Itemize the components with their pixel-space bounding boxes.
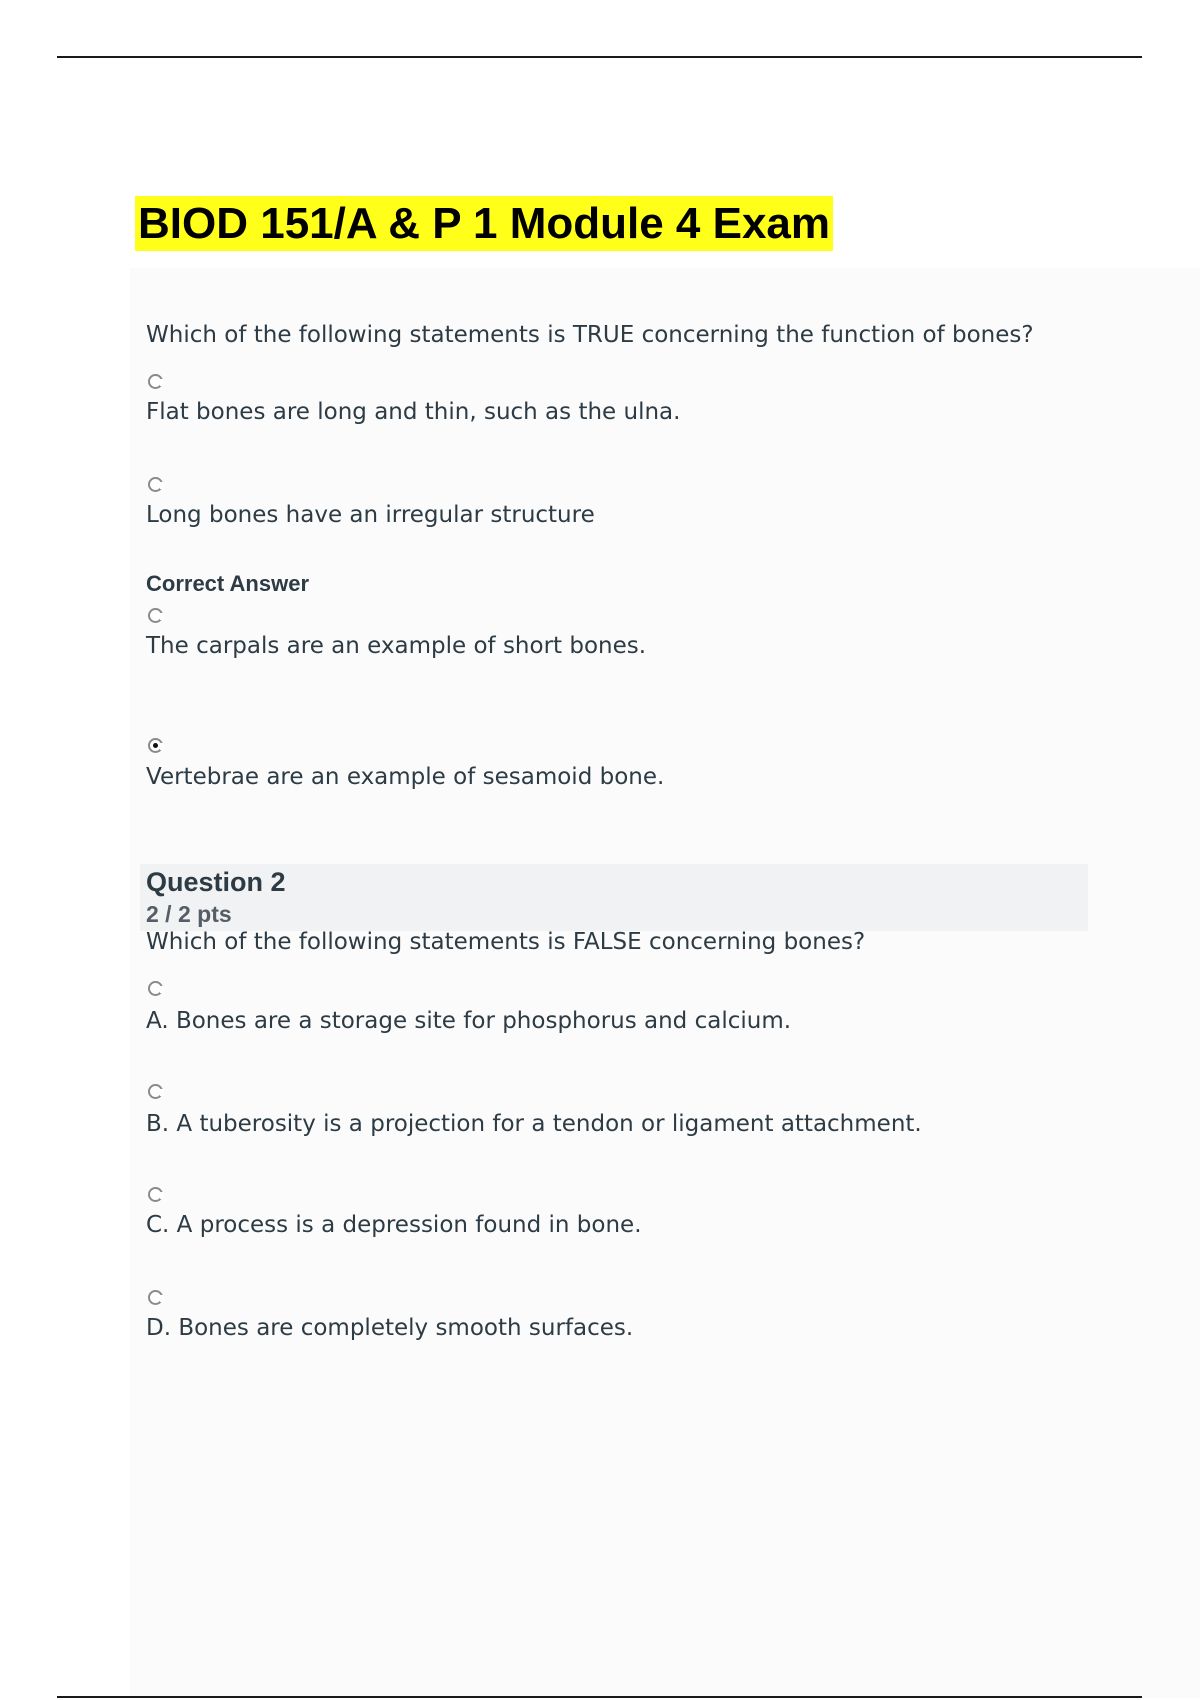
q2-option-c-radio[interactable] [148,1187,163,1202]
q1-option-4-label: Vertebrae are an example of sesamoid bone. [146,764,665,790]
q2-option-c-label: C. A process is a depression found in bone. [146,1212,642,1238]
top-rule [57,56,1142,58]
correct-answer-label: Correct Answer [146,571,310,596]
q2-option-b-label: B. A tuberosity is a projection for a tendon or ligament attachment. [146,1111,922,1137]
q2-option-d-label: D. Bones are completely smooth surfaces. [146,1315,634,1341]
q1-option-4-radio-selected[interactable] [148,738,163,753]
q2-option-a-label: A. Bones are a storage site for phosphorus and calcium. [146,1008,792,1034]
question-2-text: Which of the following statements is FALSE concerning bones? [146,929,866,955]
q2-option-b-radio[interactable] [148,1084,163,1099]
page-title: BIOD 151/A & P 1 Module 4 Exam [135,196,833,251]
question-2-points: 2 / 2 pts [146,901,232,927]
q1-option-1-radio[interactable] [148,374,163,389]
q1-option-3-label: The carpals are an example of short bones. [146,633,647,659]
bottom-rule [57,1696,1142,1698]
q2-option-a-radio[interactable] [148,981,163,996]
question-1-text: Which of the following statements is TRUE concerning the function of bones? [146,322,1034,348]
quiz-panel [130,268,1200,1698]
q1-option-3-radio[interactable] [148,608,163,623]
q1-option-2-radio[interactable] [148,477,163,492]
q1-option-2-label: Long bones have an irregular structure [146,502,595,528]
question-2-title: Question 2 [146,867,286,897]
q2-option-d-radio[interactable] [148,1290,163,1305]
q1-option-1-label: Flat bones are long and thin, such as the ulna. [146,399,681,425]
